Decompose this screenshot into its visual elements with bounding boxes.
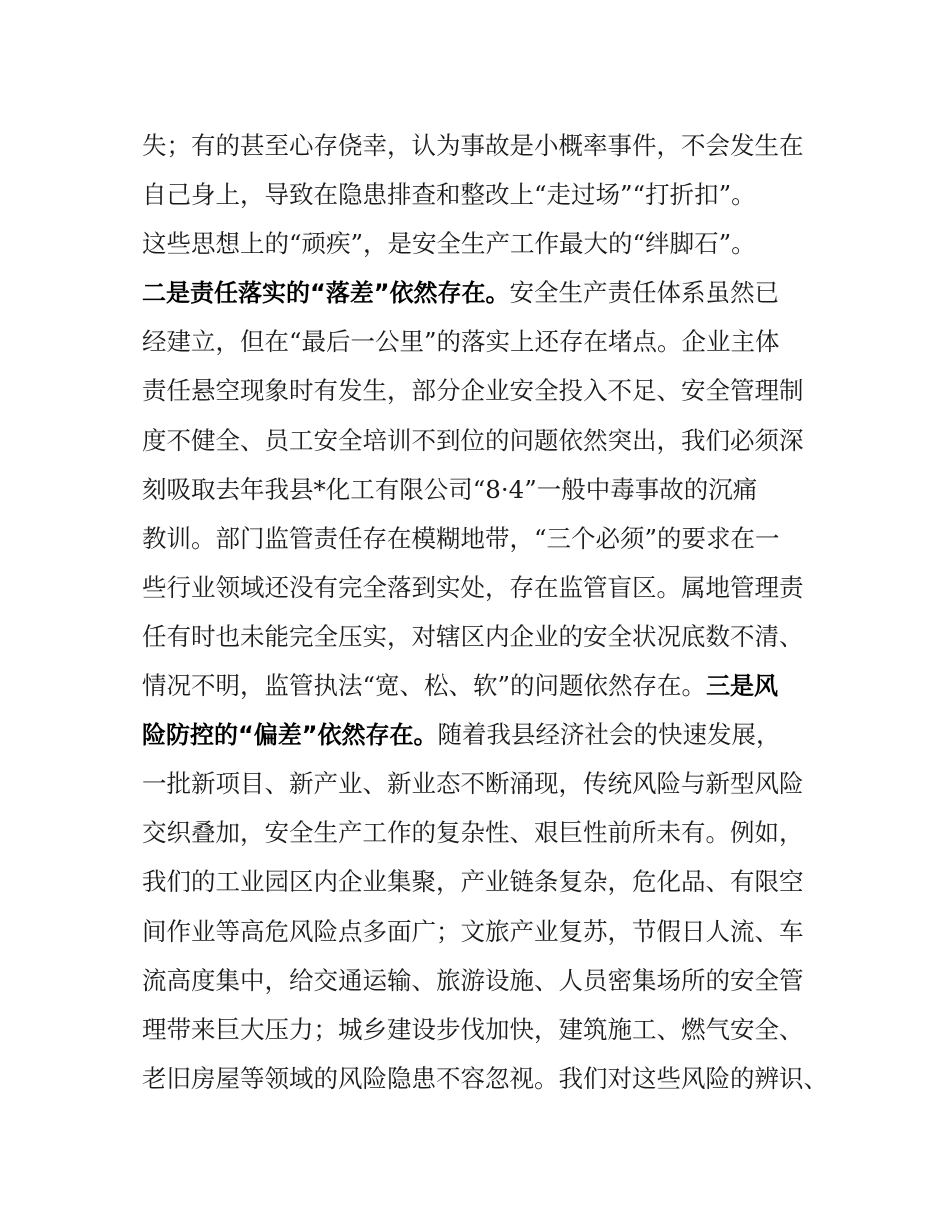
text-line — [142, 808, 842, 857]
body-text-segment: 这些思想上的“顽疾”，是安全生产工作最大的“绊脚石”。 — [142, 229, 756, 259]
text-line — [142, 317, 842, 366]
body-text-segment: 一批新项目、新产业、新业态不断涌现，传统风险与新型风险 — [142, 769, 804, 799]
body-text-segment: 任有时也未能完全压实，对辖区内企业的安全状况底数不清、 — [142, 621, 804, 651]
text-line — [142, 268, 842, 317]
bold-heading-text: 险防控的“偏差”依然存在。 — [142, 721, 438, 750]
text-line — [142, 514, 842, 563]
text-line — [142, 759, 842, 808]
body-text — [142, 121, 842, 1103]
body-text-segment: 教训。部门监管责任存在模糊地带，“三个必须”的要求在一 — [142, 523, 780, 553]
body-text-segment: 流高度集中，给交通运输、旅游设施、人员密集场所的安全管 — [142, 965, 804, 995]
text-line — [142, 170, 842, 219]
body-text-segment: 我们的工业园区内企业集聚，产业链条复杂，危化品、有限空 — [142, 867, 804, 897]
body-text-segment: 责任悬空现象时有发生，部分企业安全投入不足、安全管理制 — [142, 376, 804, 406]
text-line — [142, 465, 842, 514]
text-line — [142, 956, 842, 1005]
text-line — [142, 612, 842, 661]
body-text-segment: 些行业领域还没有完全落到实处，存在监管盲区。属地管理责 — [142, 572, 804, 602]
body-text-segment: 度不健全、员工安全培训不到位的问题依然突出，我们必须深 — [142, 425, 804, 455]
body-text-segment: 交织叠加，安全生产工作的复杂性、艰巨性前所未有。例如， — [142, 818, 804, 848]
body-text-segment: 经建立，但在“最后一公里”的落实上还存在堵点。企业主体 — [142, 327, 780, 357]
text-line — [142, 1054, 842, 1103]
bold-heading-text: 三是风 — [706, 672, 779, 701]
body-text-segment: 失；有的甚至心存侥幸，认为事故是小概率事件，不会发生在 — [142, 131, 804, 160]
text-line — [142, 121, 842, 170]
body-text-segment: 间作业等高危风险点多面广；文旅产业复苏，节假日人流、车 — [142, 916, 804, 946]
body-text-segment: 随着我县经济社会的快速发展， — [437, 720, 781, 750]
text-line — [142, 1005, 842, 1054]
text-line — [142, 710, 842, 759]
text-line — [142, 907, 842, 956]
body-text-segment: 理带来巨大压力；城乡建设步伐加快，建筑施工、燃气安全、 — [142, 1014, 804, 1044]
body-text-segment: 老旧房屋等领域的风险隐患不容忽视。我们对这些风险的辨识、 — [142, 1063, 828, 1093]
text-line — [142, 563, 842, 612]
body-text-segment: 情况不明，监管执法“宽、松、软”的问题依然存在。 — [142, 671, 707, 701]
text-line — [142, 416, 842, 465]
text-line — [142, 661, 842, 710]
body-text-segment: 安全生产责任体系虽然已 — [509, 278, 780, 308]
bold-heading-text: 二是责任落实的“落差”依然存在。 — [142, 279, 510, 308]
text-line — [142, 857, 842, 906]
text-line — [142, 219, 842, 268]
body-text-segment: 刻吸取去年我县*化工有限公司“8·4”一般中毒事故的沉痛 — [142, 474, 758, 504]
body-text-segment: 自己身上，导致在隐患排查和整改上“走过场”“打折扣”。 — [142, 180, 756, 210]
text-line — [142, 366, 842, 415]
